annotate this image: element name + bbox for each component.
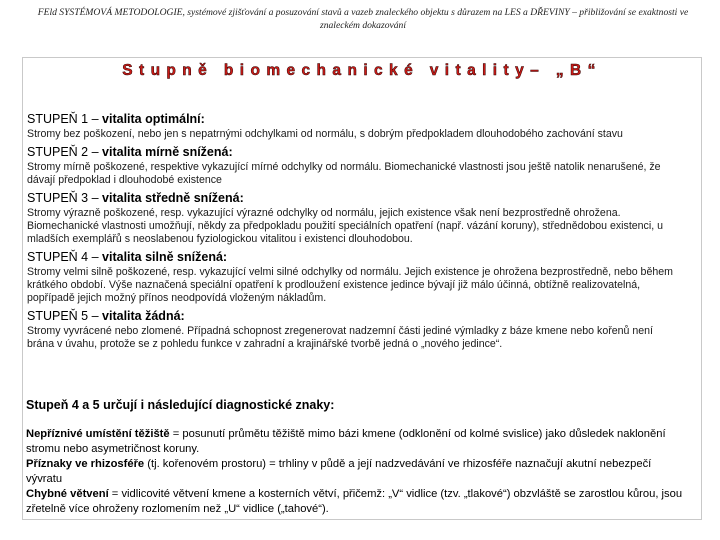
level-number: STUPEŇ 4 – bbox=[27, 250, 103, 264]
level-item bbox=[27, 190, 677, 246]
level-description: Stromy bez poškození, nebo jen s nepatrnými odchylkami od normálu, s dobrým předpokladem dlouhodobého zachování stavu bbox=[27, 128, 623, 140]
level-heading bbox=[27, 308, 677, 324]
level-name: vitalita silně snížená: bbox=[102, 250, 228, 264]
diagnostics-heading: Stupeň 4 a 5 určují i následující diagnostické znaky: bbox=[26, 398, 335, 412]
page-header: FEld SYSTÉMOVÁ METODOLOGIE, systémové zjišťování a posuzování stavů a vazeb znaleckého objektu s důrazem na LES a DŘEVINY – přibližování se exaktnosti ve znaleckém dokazování bbox=[37, 7, 689, 31]
level-heading bbox=[27, 111, 677, 127]
level-item bbox=[27, 308, 677, 351]
level-description: Stromy mírně poškozené, respektive vykazující mírné odchylky od normálu. Biomechanické vlastnosti jsou ještě natolik nenarušené, že dávají předpoklad i dlouhodobé existence bbox=[27, 161, 661, 186]
level-item bbox=[27, 144, 677, 187]
level-description: Stromy výrazně poškozené, resp. vykazující výrazné odchylky od normálu, jejich existence však není bezprostředně ohrožena. Biomechanické vlastnosti umožňují, někdy za předpokladu použití speciálních opatření (např. vázání koruny), střednědobou existenci, u mladších exemplářů s neoslabenou fyziologickou vitalitou i existenci dlouhodobou. bbox=[27, 207, 663, 245]
diagnostics-list bbox=[26, 427, 686, 517]
level-item bbox=[27, 249, 677, 305]
level-heading bbox=[27, 190, 677, 206]
level-number: STUPEŇ 5 – bbox=[27, 309, 103, 323]
level-name: vitalita středně snížená: bbox=[102, 191, 244, 205]
level-number: STUPEŇ 1 – bbox=[27, 112, 103, 126]
diagnostic-term: Příznaky ve rhizosféře bbox=[26, 458, 145, 470]
diagnostic-text: posunutí průmětu těžiště mimo bázi kmene (odklonění od kolmé svislice) jako důsledek naklonění stromu nebo asymetričnost koruny. bbox=[26, 428, 666, 455]
diagnostic-text: (tj. kořenovém prostoru) = trhliny v půdě a její nadzvedávání ve rhizosféře naznačují akutní nebezpečí vývratu bbox=[26, 458, 652, 485]
level-number: STUPEŇ 3 – bbox=[27, 191, 103, 205]
level-item bbox=[27, 111, 677, 141]
slide-title: Stupně biomechanické vitality– „B“ bbox=[122, 62, 602, 79]
level-description: Stromy velmi silně poškozené, resp. vykazující velmi silné odchylky od normálu. Jejich existence je ohrožena bezprostředně, nebo během krátkého období. Výše naznačená speciální opatření k prodloužení existence jedince bývají již málo účinná, obtížně realizovatelná, popřípadě jejich možný přínos neodpovídá vloženým nákladům. bbox=[27, 266, 673, 304]
diagnostic-term: Nepříznivé umístění těžiště bbox=[26, 428, 170, 440]
levels-list bbox=[27, 111, 677, 354]
diagnostic-separator: = bbox=[108, 488, 122, 500]
diagnostic-item bbox=[26, 487, 686, 517]
diagnostic-text: vidlicovité větvení kmene a kosterních větví, přičemž: „V“ vidlice (tzv. „tlakové“) obzvláště se zarostlou kůrou, jsou zřetelně více ohroženy rozlomením než „U“ vidlice („tahové“). bbox=[26, 488, 683, 515]
level-heading bbox=[27, 144, 677, 160]
level-name: vitalita optimální: bbox=[102, 112, 205, 126]
diagnostic-item bbox=[26, 427, 686, 457]
level-number: STUPEŇ 2 – bbox=[27, 145, 103, 159]
diagnostic-item bbox=[26, 457, 686, 487]
level-heading bbox=[27, 249, 677, 265]
level-name: vitalita žádná: bbox=[102, 309, 185, 323]
level-name: vitalita mírně snížená: bbox=[102, 145, 233, 159]
diagnostic-term: Chybné větvení bbox=[26, 488, 109, 500]
level-description: Stromy vyvrácené nebo zlomené. Případná schopnost zregenerovat nadzemní části jediné výmladky z báze kmene nebo kořenů není brána v úvahu, protože se z pohledu funkce v zahradní a krajinářské tvorbě jedná o „nového jedince“. bbox=[27, 325, 653, 350]
diagnostic-separator: = bbox=[169, 428, 183, 440]
